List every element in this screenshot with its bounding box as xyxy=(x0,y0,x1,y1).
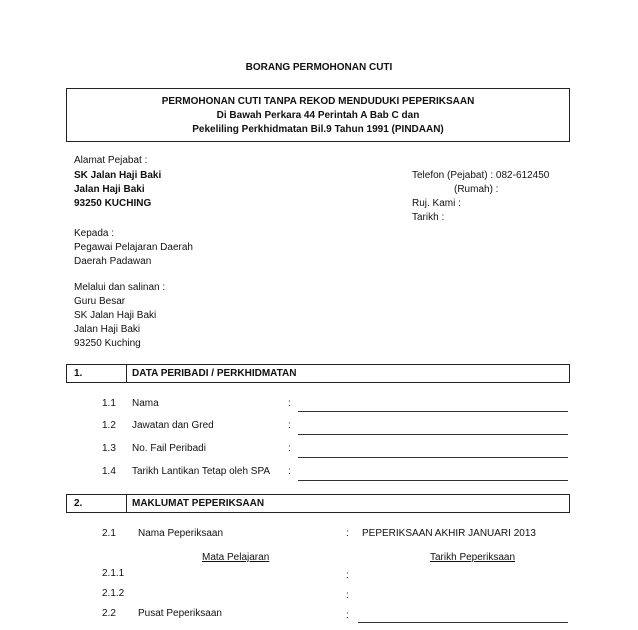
office-address-label: Alamat Pejabat : xyxy=(74,155,148,166)
through-line-1: Guru Besar xyxy=(74,296,126,307)
row-1-1-colon: : xyxy=(288,398,291,409)
office-address-line-2: Jalan Haji Baki xyxy=(74,184,145,195)
row-1-3-label: No. Fail Peribadi xyxy=(132,443,206,454)
row-2-1-2-number: 2.1.2 xyxy=(102,588,125,599)
recipient-label: Kepada : xyxy=(74,228,115,239)
row-1-2-colon: : xyxy=(288,420,291,431)
header-line-1: PERMOHONAN CUTI TANPA REKOD MENDUDUKI PEPERIKSAAN xyxy=(161,96,475,107)
through-label: Melalui dan salinan : xyxy=(74,282,166,293)
exam-name-value: PEPERIKSAAN AKHIR JANUARI 2013 xyxy=(362,528,536,539)
row-1-3-colon: : xyxy=(288,443,291,454)
row-1-3-number: 1.3 xyxy=(102,443,116,454)
header-line-3: Pekeliling Perkhidmatan Bil.9 Tahun 1991 (PINDAAN) xyxy=(192,124,444,135)
section-2-heading: MAKLUMAT PEPERIKSAAN xyxy=(132,498,265,509)
reference-number: Ruj. Kami : xyxy=(412,198,461,209)
row-1-4-number: 1.4 xyxy=(102,466,116,477)
section-2-number: 2. xyxy=(74,498,83,509)
section-1-divider xyxy=(126,364,127,383)
office-address-line-3: 93250 KUCHING xyxy=(74,198,152,209)
through-line-3: Jalan Haji Baki xyxy=(74,324,141,335)
section-1-heading: DATA PERIBADI / PERKHIDMATAN xyxy=(132,368,297,379)
row-2-2-label: Pusat Peperiksaan xyxy=(138,608,222,619)
recipient-line-2: Daerah Padawan xyxy=(74,256,152,267)
row-2-2-number: 2.2 xyxy=(102,608,116,619)
subject-column-header: Mata Pelajaran xyxy=(202,552,270,563)
row-2-1-colon: : xyxy=(346,528,349,539)
row-2-1-number: 2.1 xyxy=(102,528,116,539)
position-grade-input-line[interactable] xyxy=(298,434,568,435)
row-1-1-number: 1.1 xyxy=(102,398,116,409)
row-1-1-label: Nama xyxy=(132,398,159,409)
row-1-2-number: 1.2 xyxy=(102,420,116,431)
section-1-number: 1. xyxy=(74,368,83,379)
recipient-line-1: Pegawai Pelajaran Daerah xyxy=(74,242,193,253)
row-2-1-label: Nama Peperiksaan xyxy=(138,528,224,539)
section-2-divider xyxy=(126,494,127,513)
form-title: BORANG PERMOHONAN CUTI xyxy=(245,62,393,73)
row-1-4-label: Tarikh Lantikan Tetap oleh SPA xyxy=(132,466,271,477)
through-line-2: SK Jalan Haji Baki xyxy=(74,310,157,321)
office-address-line-1: SK Jalan Haji Baki xyxy=(74,170,162,181)
header-line-2: Di Bawah Perkara 44 Perintah A Bab C dan xyxy=(216,110,420,121)
exam-center-input-line[interactable] xyxy=(358,622,568,623)
personal-file-input-line[interactable] xyxy=(298,457,568,458)
name-input-line[interactable] xyxy=(298,411,568,412)
phone-office: Telefon (Pejabat) : 082-612450 xyxy=(412,170,550,181)
row-2-1-2-colon: : xyxy=(346,590,349,601)
row-1-2-label: Jawatan dan Gred xyxy=(132,420,214,431)
appointment-date-input-line[interactable] xyxy=(298,480,568,481)
row-1-4-colon: : xyxy=(288,466,291,477)
row-2-1-1-colon: : xyxy=(346,570,349,581)
row-2-1-1-number: 2.1.1 xyxy=(102,568,125,579)
through-line-4: 93250 Kuching xyxy=(74,338,141,349)
row-2-2-colon: : xyxy=(346,610,349,621)
date-field: Tarikh : xyxy=(412,212,445,223)
phone-home: (Rumah) : xyxy=(454,184,499,195)
exam-date-column-header: Tarikh Peperiksaan xyxy=(430,552,516,563)
